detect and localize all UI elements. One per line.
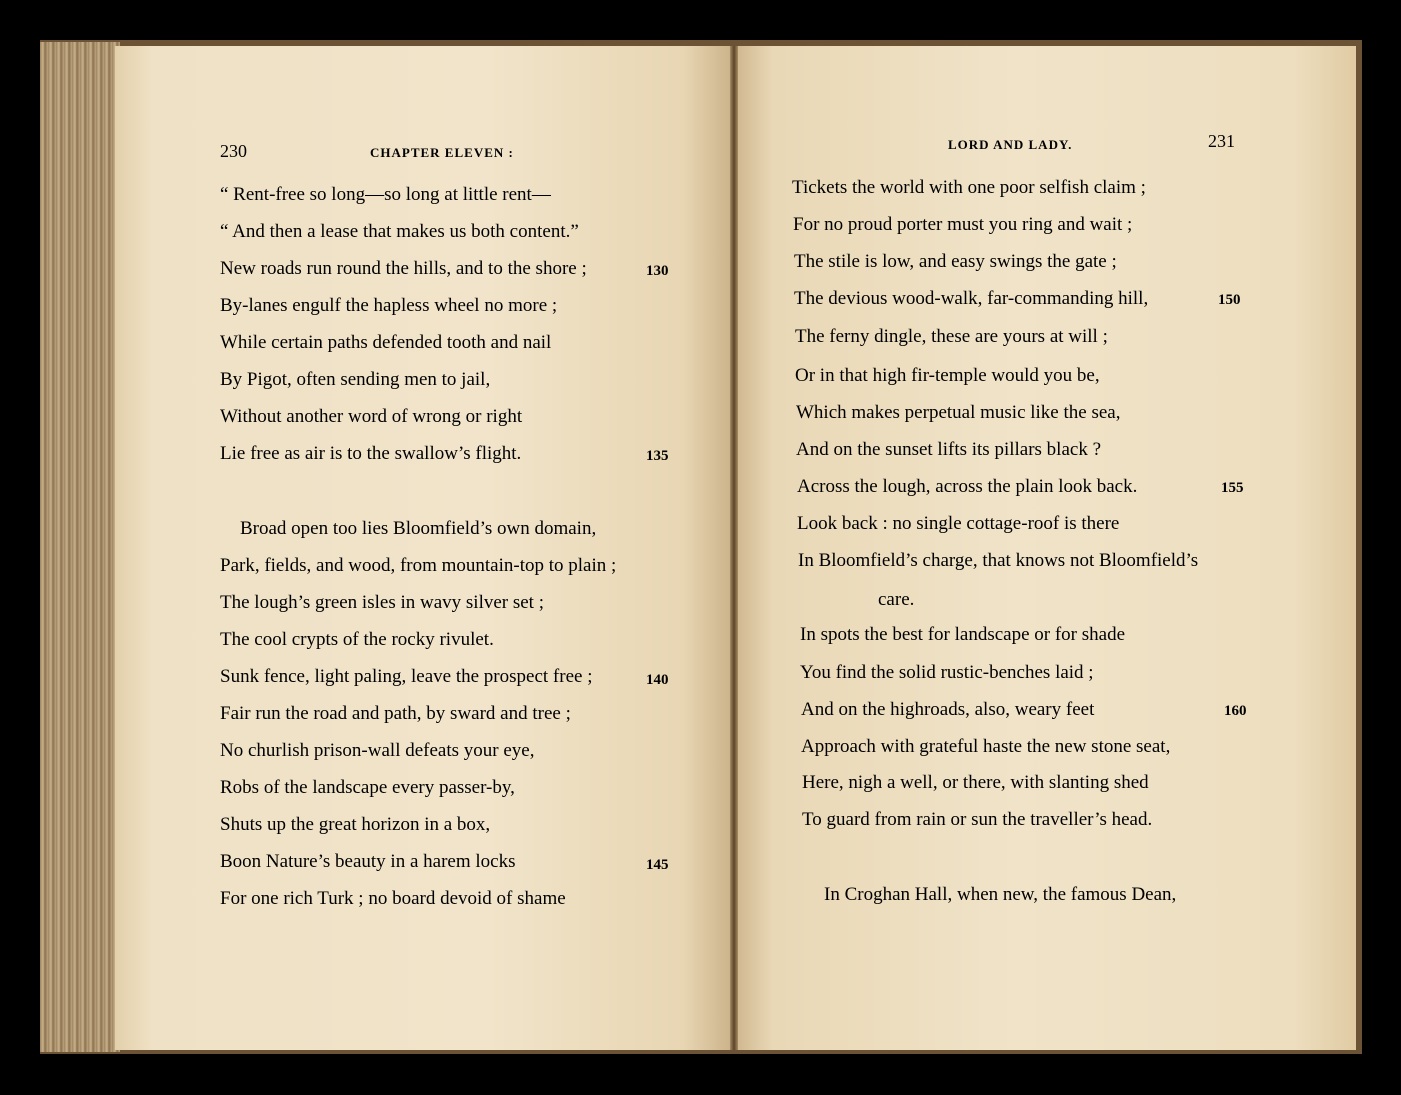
verse-line: “ And then a lease that makes us both content.” (220, 221, 579, 242)
verse-line: By Pigot, often sending men to jail, (220, 369, 491, 390)
verse-line: Or in that high fir-temple would you be, (795, 365, 1100, 386)
verse-line: care. (878, 589, 915, 610)
verse-line: The ferny dingle, these are yours at will ; (795, 326, 1108, 347)
line-number: 130 (646, 263, 669, 279)
verse-line: Broad open too lies Bloomfield’s own domain, (240, 518, 597, 539)
verse-line: Here, nigh a well, or there, with slanting shed (802, 772, 1149, 793)
page-edges (40, 42, 120, 1052)
verse-line: While certain paths defended tooth and nail (220, 332, 552, 353)
page-number-right: 231 (1208, 131, 1235, 151)
verse-line: Boon Nature’s beauty in a harem locks (220, 851, 516, 872)
verse-line: Shuts up the great horizon in a box, (220, 814, 491, 835)
verse-line: Which makes perpetual music like the sea, (796, 402, 1121, 423)
line-number: 155 (1221, 480, 1244, 496)
verse-line: No churlish prison-wall defeats your eye, (220, 740, 535, 761)
verse-line: In Croghan Hall, when new, the famous Dean, (824, 884, 1177, 905)
verse-line: The stile is low, and easy swings the gate ; (794, 251, 1117, 272)
verse-line: The devious wood-walk, far-commanding hill, (794, 288, 1149, 309)
verse-line: In spots the best for landscape or for shade (800, 624, 1126, 645)
book-gutter (730, 46, 738, 1050)
line-number: 160 (1224, 703, 1247, 719)
verse-line: The lough’s green isles in wavy silver set ; (220, 592, 544, 613)
verse-line: And on the highroads, also, weary feet (801, 699, 1095, 720)
verse-line: In Bloomfield’s charge, that knows not Bloomfield’s (798, 550, 1199, 571)
line-number: 150 (1218, 292, 1241, 308)
running-head-right: LORD AND LADY. (948, 137, 1073, 152)
verse-line: “ Rent-free so long—so long at little rent— (220, 184, 551, 205)
verse-line: Sunk fence, light paling, leave the prospect free ; (220, 666, 593, 687)
verse-line: Without another word of wrong or right (220, 406, 523, 427)
verse-line: And on the sunset lifts its pillars black ? (796, 439, 1102, 460)
verse-line: You find the solid rustic-benches laid ; (800, 662, 1094, 683)
line-number: 145 (646, 857, 669, 873)
verse-line: Tickets the world with one poor selfish claim ; (792, 177, 1146, 198)
verse-line: Park, fields, and wood, from mountain-top to plain ; (220, 555, 617, 576)
verse-line: To guard from rain or sun the traveller’s head. (802, 809, 1153, 830)
running-head-left: CHAPTER ELEVEN : (370, 145, 514, 160)
verse-line: Across the lough, across the plain look back. (797, 476, 1138, 497)
line-number: 135 (646, 448, 669, 464)
verse-line: New roads run round the hills, and to the shore ; (220, 258, 587, 279)
verse-line: Fair run the road and path, by sward and tree ; (220, 703, 571, 724)
verse-line: By-lanes engulf the hapless wheel no more ; (220, 295, 558, 316)
verse-line: The cool crypts of the rocky rivulet. (220, 629, 494, 650)
verse-line: For one rich Turk ; no board devoid of shame (220, 888, 566, 909)
verse-line: For no proud porter must you ring and wait ; (793, 214, 1133, 235)
page-number-left: 230 (220, 141, 247, 161)
verse-line: Look back : no single cottage-roof is there (797, 513, 1120, 534)
verse-line: Robs of the landscape every passer-by, (220, 777, 515, 798)
verse-line: Lie free as air is to the swallow’s flight. (220, 443, 522, 464)
verse-line: Approach with grateful haste the new stone seat, (801, 736, 1171, 757)
line-number: 140 (646, 672, 669, 688)
